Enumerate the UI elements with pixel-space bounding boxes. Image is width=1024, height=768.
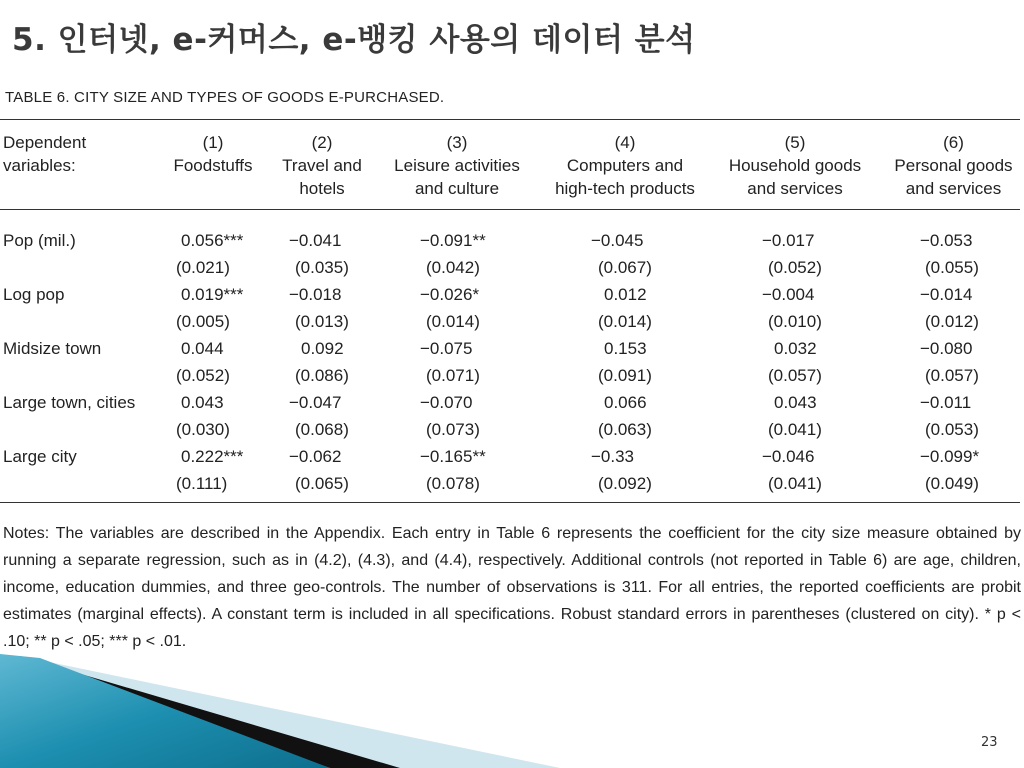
table-header-rule bbox=[0, 209, 1020, 210]
table-cell: (0.053) bbox=[925, 420, 979, 439]
table-row bbox=[0, 443, 1024, 470]
table-cell: 0.032 bbox=[774, 339, 817, 358]
table-cell: 0.019*** bbox=[181, 285, 244, 304]
table-cell: −0.045 bbox=[591, 231, 644, 250]
table-cell: (0.092) bbox=[598, 474, 652, 493]
table-cell: (0.021) bbox=[176, 258, 230, 277]
table-cell: (0.057) bbox=[768, 366, 822, 385]
row-label: Midsize town bbox=[3, 339, 102, 358]
table-cell: (0.071) bbox=[426, 366, 480, 385]
table-cell: (0.078) bbox=[426, 474, 480, 493]
table-cell: −0.041 bbox=[289, 231, 342, 250]
table-cell: (0.035) bbox=[295, 258, 349, 277]
table-cell: 0.153 bbox=[604, 339, 647, 358]
header-dependent-variables: Dependent variables: bbox=[3, 133, 87, 175]
table-cell: −0.091** bbox=[420, 231, 486, 250]
row-label: Log pop bbox=[3, 285, 65, 304]
table-row bbox=[0, 416, 1024, 443]
row-label: Pop (mil.) bbox=[3, 231, 76, 250]
table-cell: (0.052) bbox=[768, 258, 822, 277]
table-row bbox=[0, 254, 1024, 281]
decorative-swoosh bbox=[0, 650, 560, 768]
table-cell: −0.070 bbox=[420, 393, 473, 412]
table-cell: (0.091) bbox=[598, 366, 652, 385]
table-top-rule bbox=[0, 119, 1020, 120]
table-row bbox=[0, 227, 1024, 254]
table-cell: (0.065) bbox=[295, 474, 349, 493]
table-row bbox=[0, 470, 1024, 497]
table-cell: −0.017 bbox=[762, 231, 815, 250]
header-col-4: (4) Computers and high-tech products bbox=[555, 133, 695, 198]
table-header-row bbox=[0, 131, 1024, 207]
table-cell: −0.075 bbox=[420, 339, 473, 358]
page-number: 23 bbox=[981, 735, 998, 750]
table-row bbox=[0, 389, 1024, 416]
table-cell: −0.046 bbox=[762, 447, 815, 466]
table-cell: (0.010) bbox=[768, 312, 822, 331]
header-col-6: (6) Personal goods and services bbox=[894, 133, 1013, 198]
table-cell: −0.004 bbox=[762, 285, 815, 304]
header-col-1: (1) Foodstuffs bbox=[173, 133, 253, 175]
table-cell: (0.049) bbox=[925, 474, 979, 493]
table-notes: Notes: The variables are described in the Appendix. Each entry in Table 6 represents the coefficient for the city size measure obtained by running a separate regression, such as in (4.2), (4.3), and (4.4), respectively. Additional controls (not reported in Table 6) are age, children, income, education dummies, and three geo-controls. The number of observations is 311. For all entries, the reported coefficients are probit estimates (marginal effects). A constant term is included in all specifications. Robust standard errors in parentheses (clustered on city). * p < .10; ** p < .05; *** p < .01. bbox=[3, 525, 1021, 650]
header-col-3: (3) Leisure activities and culture bbox=[394, 133, 520, 198]
table-cell: (0.052) bbox=[176, 366, 230, 385]
table-cell: −0.099* bbox=[920, 447, 980, 466]
header-col-5: (5) Household goods and services bbox=[728, 133, 862, 198]
table-body bbox=[0, 227, 1024, 497]
table-cell: (0.013) bbox=[295, 312, 349, 331]
table-cell: (0.086) bbox=[295, 366, 349, 385]
table-cell: (0.030) bbox=[176, 420, 230, 439]
table-cell: −0.011 bbox=[920, 393, 972, 412]
table-cell: 0.043 bbox=[181, 393, 224, 412]
table-cell: (0.042) bbox=[426, 258, 480, 277]
table-cell: (0.012) bbox=[925, 312, 979, 331]
row-label: Large town, cities bbox=[3, 393, 136, 412]
table-cell: −0.33 bbox=[591, 447, 635, 466]
header-col-2: (2) Travel and hotels bbox=[282, 133, 362, 198]
table-cell: (0.055) bbox=[925, 258, 979, 277]
table-cell: (0.041) bbox=[768, 474, 822, 493]
table-cell: (0.005) bbox=[176, 312, 230, 331]
table-bottom-rule bbox=[0, 502, 1020, 503]
table-cell: (0.068) bbox=[295, 420, 349, 439]
table-row bbox=[0, 335, 1024, 362]
table-caption: TABLE 6. CITY SIZE AND TYPES OF GOODS E-PURCHASED. bbox=[5, 89, 445, 106]
table-cell: (0.057) bbox=[925, 366, 979, 385]
table-cell: 0.044 bbox=[181, 339, 224, 358]
table-cell: (0.063) bbox=[598, 420, 652, 439]
table-cell: 0.222*** bbox=[181, 447, 244, 466]
slide-title: 5. 인터넷, e-커머스, e-뱅킹 사용의 데이터 분석 bbox=[12, 22, 696, 58]
table-row bbox=[0, 281, 1024, 308]
table-cell: −0.018 bbox=[289, 285, 342, 304]
table-cell: −0.165** bbox=[420, 447, 486, 466]
table-cell: −0.047 bbox=[289, 393, 342, 412]
table-cell: (0.111) bbox=[176, 474, 228, 493]
table-cell: 0.056*** bbox=[181, 231, 244, 250]
table-cell: 0.066 bbox=[604, 393, 647, 412]
table-cell: 0.092 bbox=[301, 339, 344, 358]
table-cell: 0.012 bbox=[604, 285, 647, 304]
table-cell: (0.073) bbox=[426, 420, 480, 439]
table-cell: −0.062 bbox=[289, 447, 342, 466]
table-cell: (0.014) bbox=[426, 312, 480, 331]
table-cell: (0.041) bbox=[768, 420, 822, 439]
table-row bbox=[0, 362, 1024, 389]
table-cell: 0.043 bbox=[774, 393, 817, 412]
table-cell: (0.067) bbox=[598, 258, 652, 277]
table-cell: −0.026* bbox=[420, 285, 480, 304]
row-label: Large city bbox=[3, 447, 77, 466]
table-cell: −0.053 bbox=[920, 231, 973, 250]
table-cell: −0.080 bbox=[920, 339, 973, 358]
table-cell: (0.014) bbox=[598, 312, 652, 331]
table-cell: −0.014 bbox=[920, 285, 973, 304]
table-row bbox=[0, 308, 1024, 335]
